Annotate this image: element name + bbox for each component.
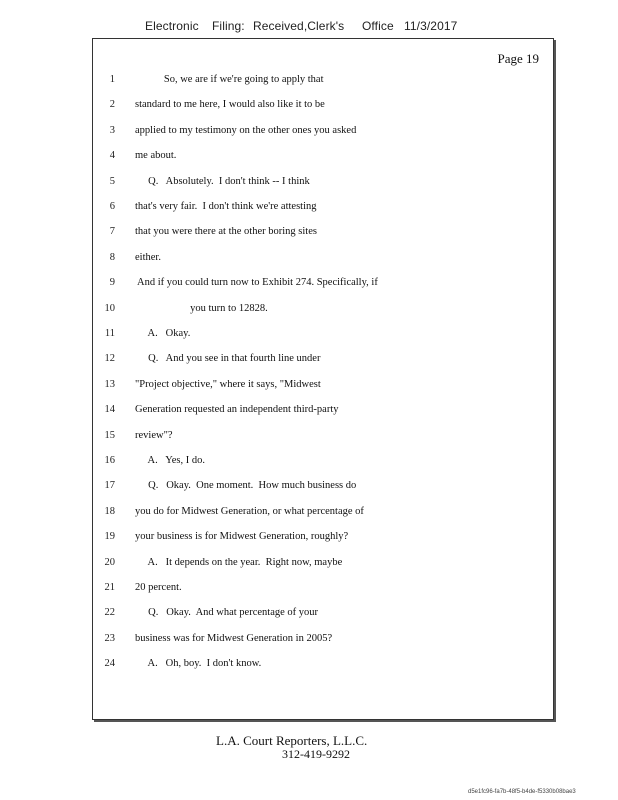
line-text: Q. And you see in that fourth line under <box>135 353 321 365</box>
line-text: either. <box>135 251 161 263</box>
line-text: applied to my testimony on the other ones you asked <box>135 124 357 136</box>
line-text: your business is for Midwest Generation, roughly? <box>135 531 349 543</box>
transcript-line <box>93 95 553 115</box>
line-number: 18 <box>104 505 115 517</box>
transcript-line <box>93 578 553 598</box>
line-number: 21 <box>104 582 115 593</box>
line-number: 4 <box>109 150 115 162</box>
line-text: And if you could turn now to Exhibit 274. Specifically, if <box>135 277 378 289</box>
line-text: A. Yes, I do. <box>135 455 206 466</box>
line-text: you turn to 12828. <box>135 302 268 314</box>
transcript-line <box>93 299 553 319</box>
line-text: A. Oh, boy. I don't know. <box>135 658 262 670</box>
line-number: 22 <box>104 607 115 619</box>
line-text: Q. Okay. One moment. How much business do <box>135 480 357 492</box>
line-number: 15 <box>104 429 115 441</box>
line-number: 12 <box>104 353 115 365</box>
transcript-line <box>93 324 553 344</box>
line-number: 19 <box>104 531 115 543</box>
line-number: 20 <box>104 556 115 568</box>
line-number: 9 <box>109 277 115 289</box>
footer-company: L.A. Court Reporters, L.L.C. <box>216 733 368 748</box>
filing-header-date: 11/3/2017 <box>404 19 458 33</box>
filing-header-received: Received,Clerk's <box>253 19 345 33</box>
transcript-line <box>93 426 553 446</box>
line-text: me about. <box>135 150 177 162</box>
transcript-line <box>93 172 553 192</box>
transcript-line <box>93 248 553 268</box>
transcript-line <box>93 222 553 242</box>
filing-header-electronic: Electronic <box>145 19 199 33</box>
line-number: 11 <box>104 328 115 339</box>
line-text: Q. Absolutely. I don't think -- I think <box>135 175 310 187</box>
line-number: 8 <box>109 251 115 263</box>
line-text: "Project objective," where it says, "Midwest <box>135 378 321 390</box>
line-number: 5 <box>109 175 115 187</box>
line-number: 10 <box>104 302 115 314</box>
line-number: 6 <box>109 201 115 212</box>
transcript-line <box>93 70 553 90</box>
line-number: 3 <box>109 124 115 136</box>
transcript-line <box>93 375 553 395</box>
transcript-line <box>93 197 553 217</box>
transcript-line <box>93 121 553 141</box>
line-number: 16 <box>104 455 115 466</box>
line-text: standard to me here, I would also like it to be <box>135 99 325 111</box>
line-number: 17 <box>104 480 115 492</box>
line-number: 23 <box>104 632 115 644</box>
page-number: Page 19 <box>497 51 539 66</box>
transcript-line <box>93 451 553 471</box>
line-text: that's very fair. I don't think we're attesting <box>135 201 317 212</box>
line-text: you do for Midwest Generation, or what percentage of <box>135 505 364 517</box>
transcript-line <box>93 502 553 522</box>
line-text: business was for Midwest Generation in 2005? <box>135 632 333 644</box>
transcript-line <box>93 349 553 369</box>
filing-header-filing: Filing: <box>212 19 245 33</box>
transcript-line <box>93 527 553 547</box>
transcript-line <box>93 476 553 496</box>
line-number: 1 <box>109 74 115 85</box>
line-text: A. Okay. <box>135 328 191 339</box>
transcript-line <box>93 603 553 623</box>
transcript-line <box>93 273 553 293</box>
line-number: 24 <box>104 658 115 670</box>
line-text: Q. Okay. And what percentage of your <box>135 607 319 619</box>
filing-header-office: Office <box>362 19 394 33</box>
line-text: review"? <box>135 429 173 441</box>
transcript-page <box>92 38 554 720</box>
transcript-line <box>93 629 553 649</box>
transcript-line <box>93 654 553 674</box>
document-id: d5e1fc96-fa7b-48f5-b4de-f5330b08bae3 <box>468 789 576 795</box>
line-number: 13 <box>104 378 115 390</box>
line-text: that you were there at the other boring sites <box>135 226 317 238</box>
line-text: 20 percent. <box>135 582 182 593</box>
transcript-line <box>93 400 553 420</box>
line-number: 7 <box>109 226 115 238</box>
line-text: Generation requested an independent third-party <box>135 404 339 416</box>
line-number: 14 <box>104 404 115 416</box>
line-text: So, we are if we're going to apply that <box>135 74 324 85</box>
transcript-line <box>93 146 553 166</box>
transcript-line <box>93 553 553 573</box>
line-text: A. It depends on the year. Right now, maybe <box>135 556 343 568</box>
line-number: 2 <box>109 99 115 111</box>
footer-phone: 312-419-9292 <box>282 747 350 761</box>
